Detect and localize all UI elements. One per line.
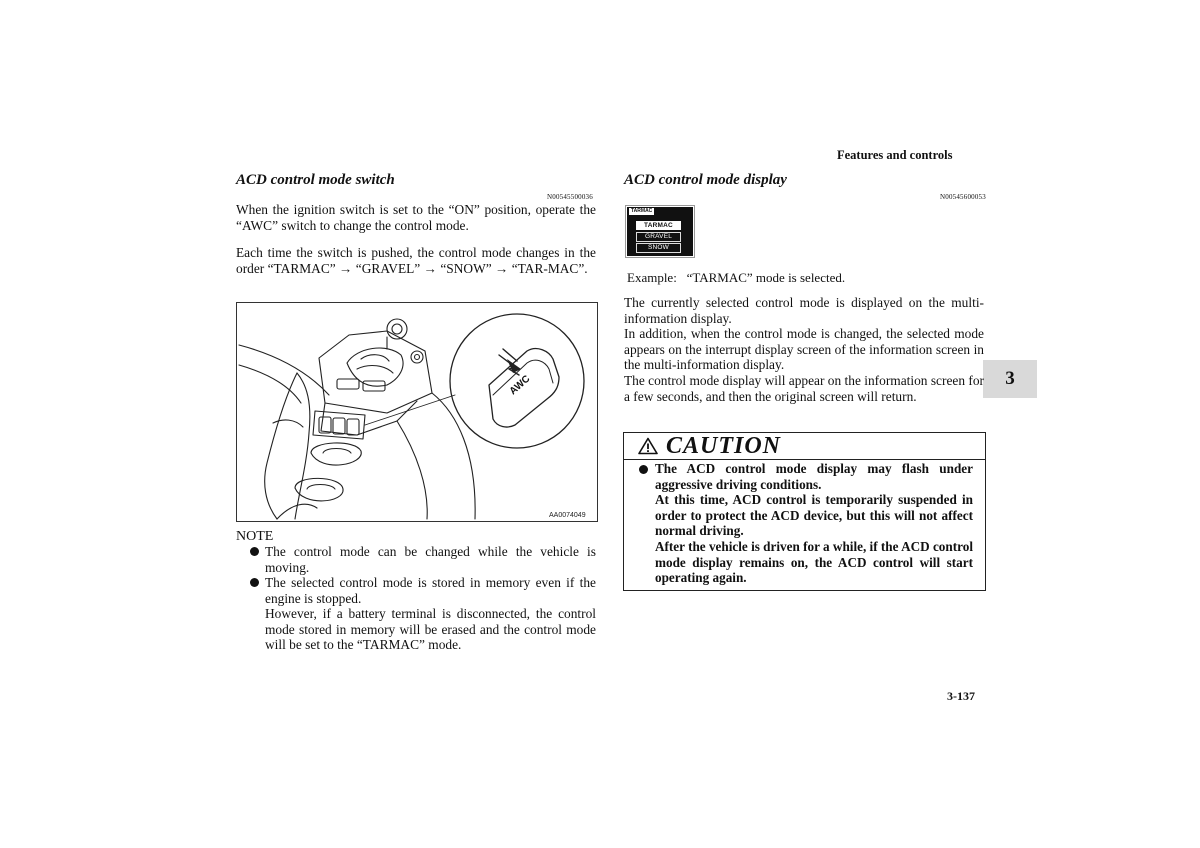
display-section-heading: ACD control mode display <box>624 172 787 188</box>
display-mode-tarmac: TARMAC <box>636 221 681 230</box>
note-item-2-extra: However, if a battery terminal is disconnected, the control mode stored in memory will be erased and the control mode will be set to the “TARMAC” mode. <box>265 606 596 653</box>
mode-display-graphic <box>625 205 695 258</box>
display-example-caption: Example: “TARMAC” mode is selected. <box>627 270 846 285</box>
display-mode-snow: SNOW <box>636 243 681 253</box>
console-illustration <box>237 303 597 521</box>
switch-section-ref-code: N00545500036 <box>547 193 593 201</box>
warning-triangle-icon <box>638 437 658 455</box>
note-bullet-icon <box>249 545 261 557</box>
chapter-tab[interactable]: 3 <box>983 360 1037 398</box>
switch-section-heading: ACD control mode switch <box>236 172 395 188</box>
awc-switch-figure <box>236 302 598 522</box>
note-bullet-icon <box>249 576 261 588</box>
display-mode-gravel: GRAVEL <box>636 232 681 242</box>
caution-line-1: The ACD control mode display may flash under aggressive driving conditions. <box>655 461 973 492</box>
caution-box <box>623 432 986 591</box>
display-header-label: TARMAC <box>631 208 653 214</box>
display-section-ref-code: N00545600053 <box>940 193 986 201</box>
caution-line-3: After the vehicle is driven for a while, if the ACD control mode display remains on, the ACD control will start operating again. <box>655 539 973 586</box>
caution-line-2: At this time, ACD control is temporarily suspended in order to protect the ACD device, but this will not affect normal driving. <box>655 492 973 539</box>
display-paragraph-1: The currently selected control mode is displayed on the multi-information display. <box>624 295 984 326</box>
awc-switch-label: AWC <box>507 373 533 398</box>
section-header: Features and controls <box>837 148 953 162</box>
caution-title: CAUTION <box>666 432 782 459</box>
note-title: NOTE <box>236 529 274 544</box>
note-item-1: The control mode can be changed while the vehicle is moving. <box>265 544 596 575</box>
caution-header <box>624 433 985 460</box>
note-item-2: The selected control mode is stored in memory even if the engine is stopped. <box>265 575 596 606</box>
caution-bullet-icon <box>638 463 650 475</box>
switch-paragraph-1: When the ignition switch is set to the “ON” position, operate the “AWC” switch to change the control mode. <box>236 202 596 233</box>
figure-ref-code: AA0074049 <box>549 512 586 519</box>
page-number: 3-137 <box>947 689 975 703</box>
switch-paragraph-2: Each time the switch is pushed, the control mode changes in the order “TARMAC” → “GRAVEL” → “SNOW” → “TAR-MAC”. <box>236 245 596 276</box>
display-paragraph-2: In addition, when the control mode is changed, the selected mode appears on the interrupt display screen of the information screen in the multi-information display. <box>624 326 984 373</box>
display-paragraph-3: The control mode display will appear on the information screen for a few seconds, and then the original screen will return. <box>624 373 984 404</box>
